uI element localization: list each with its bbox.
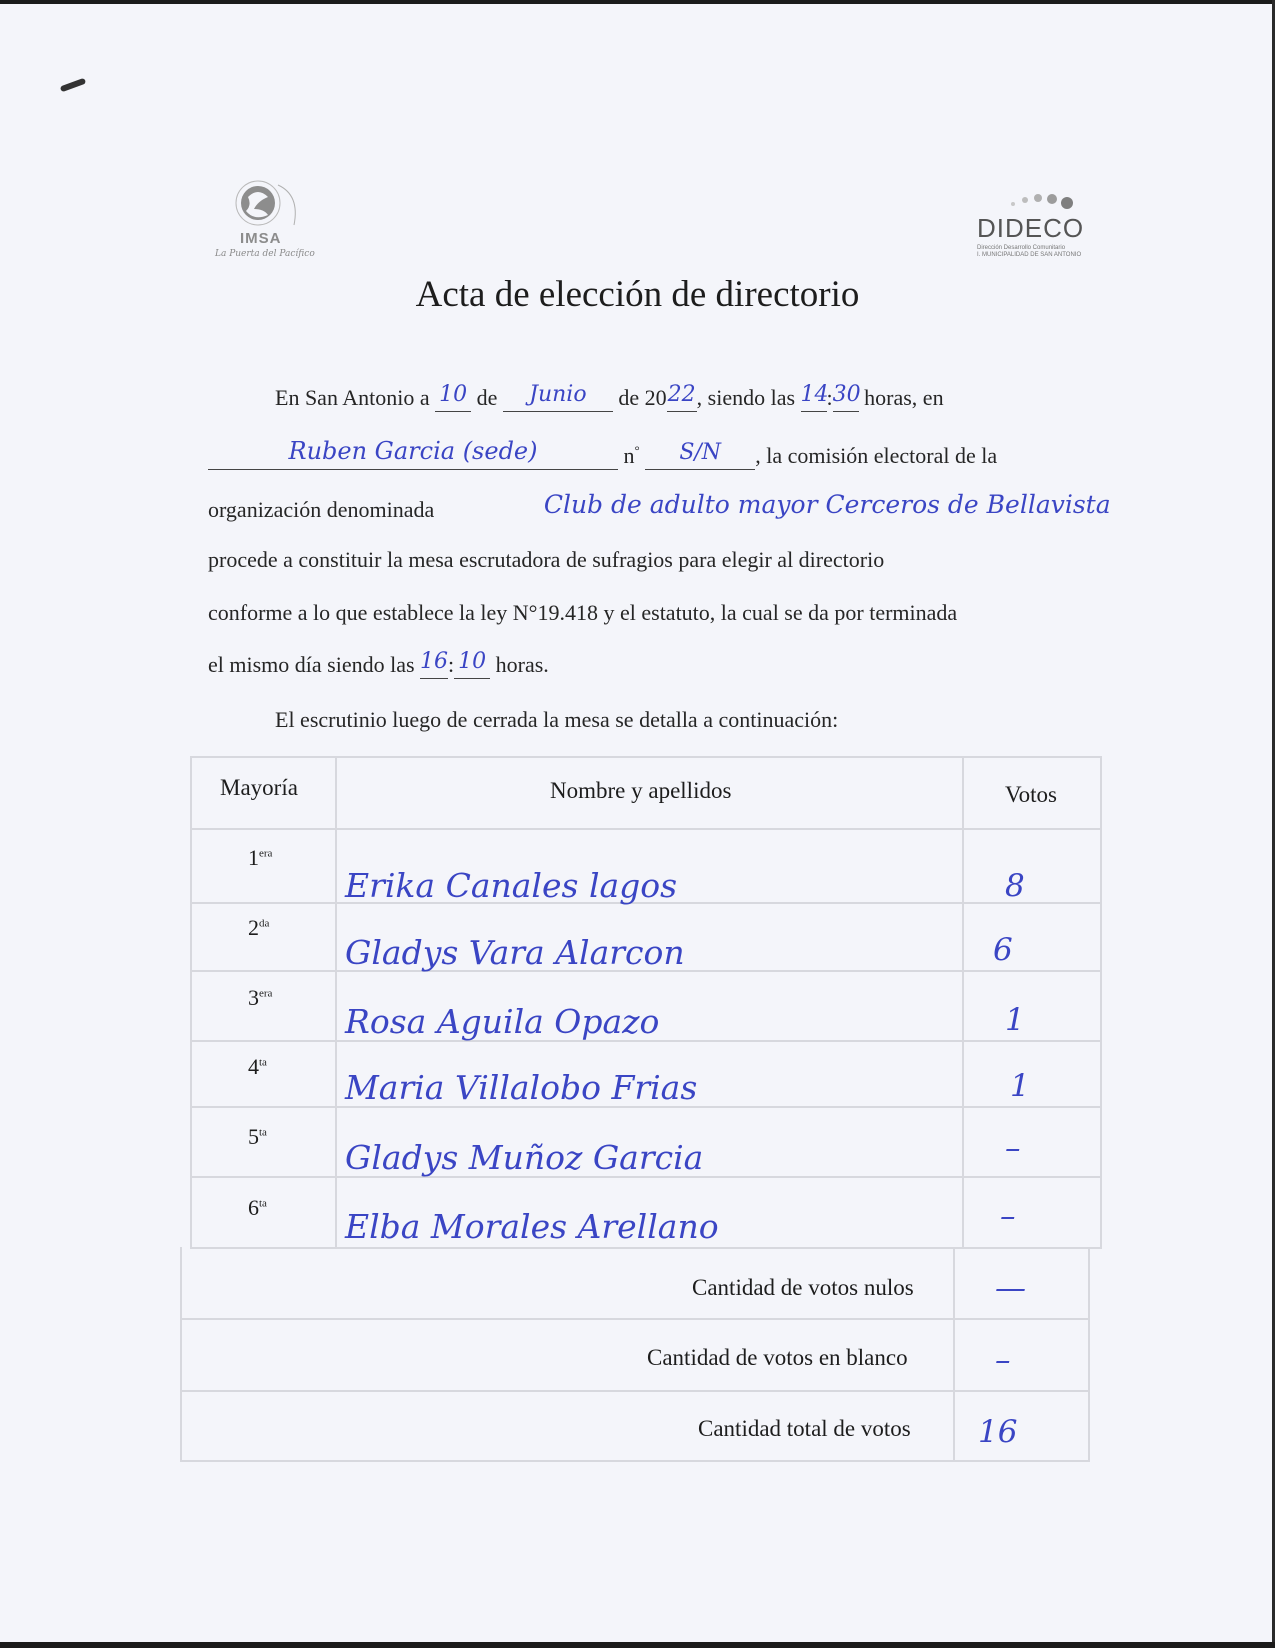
number-label: n: [623, 443, 635, 468]
end-hour-value: 16: [420, 649, 449, 674]
imsa-tagline: La Puerta del Pacífico: [215, 249, 315, 259]
end-minute-value: 10: [458, 649, 487, 674]
organization-value: Club de adulto mayor Cerceros de Bellavista: [543, 490, 1111, 519]
intro-line-1: En San Antonio a 10 de Junio de 2022, siendo las 14:30 horas, en: [275, 382, 944, 410]
year-value: 22: [667, 382, 696, 407]
candidate-votes: 6: [993, 932, 1013, 968]
candidate-votes: 1: [1005, 1002, 1025, 1038]
intro-text: , siendo las: [696, 385, 796, 410]
month-field: [503, 382, 613, 412]
place-value: Ruben Garcia (sede): [288, 437, 538, 465]
table-border: [962, 756, 964, 1248]
total-votes-value: 16: [978, 1414, 1018, 1450]
table-border: [953, 1247, 955, 1462]
start-minute-field: [832, 382, 861, 412]
null-votes-value: —: [995, 1270, 1026, 1306]
dideco-logo-text: DIDECO: [977, 213, 1085, 243]
scan-edge-bottom: [0, 1642, 1275, 1648]
intro-text: organización denominada: [208, 497, 435, 522]
month-value: Junio: [529, 382, 587, 407]
blank-votes-label: Cantidad de votos en blanco: [647, 1345, 908, 1370]
end-minute-field: [454, 649, 490, 679]
blank-votes-value: –: [995, 1342, 1011, 1378]
rank-label: $1^{era}$: [248, 845, 273, 870]
number-value: S/N: [679, 440, 722, 465]
intro-text: el mismo día siendo las: [208, 652, 415, 677]
rank-label: $4^{ta}$: [248, 1054, 267, 1079]
dideco-dots-icon: [1005, 190, 1085, 212]
dideco-logo: [975, 190, 1095, 270]
total-votes-label: Cantidad total de votos: [698, 1416, 911, 1441]
table-border: [190, 1247, 1102, 1249]
table-border: [1088, 1247, 1090, 1462]
intro-text: de 20: [618, 385, 667, 410]
year-field: [667, 382, 697, 412]
candidate-votes: 1: [1010, 1068, 1030, 1104]
intro-line-4: procede a constituir la mesa escrutadora de sufragios para elegir al directorio: [208, 547, 885, 572]
end-hour-field: [420, 649, 449, 679]
start-hour-field: [800, 382, 829, 412]
intro-text: En San Antonio a: [275, 385, 430, 410]
candidate-name: Maria Villalobo Frias: [345, 1068, 698, 1107]
imsa-emblem-icon: [210, 175, 325, 235]
dideco-subline-1: Dirección Desarrollo Comunitario: [977, 245, 1066, 251]
scan-edge-top: [0, 0, 1275, 4]
rank-label: $5^{ta}$: [248, 1124, 267, 1149]
candidate-name: Rosa Aguila Opazo: [345, 1002, 660, 1041]
intro-text: de: [476, 385, 498, 410]
candidate-votes: 8: [1005, 868, 1025, 904]
candidate-name: Gladys Muñoz Garcia: [345, 1138, 704, 1177]
intro-line-3: [208, 490, 1215, 523]
imsa-logo: [210, 175, 325, 267]
rank-label: $3^{era}$: [248, 985, 273, 1010]
null-votes-label: Cantidad de votos nulos: [692, 1275, 914, 1300]
table-border: [1100, 756, 1102, 1248]
place-field: [208, 437, 618, 470]
intro-text: , la comisión electoral de la: [755, 443, 998, 468]
header-votes: Votos: [1005, 782, 1057, 807]
intro-text: horas.: [495, 652, 549, 677]
table-border: [335, 756, 337, 1248]
rank-label: $2^{da}$: [248, 915, 270, 940]
intro-text: horas, en: [864, 385, 944, 410]
page-title: Acta de elección de directorio: [415, 274, 860, 315]
day-value: 10: [439, 382, 468, 407]
number-field: [645, 440, 755, 470]
candidate-votes: –: [1005, 1130, 1021, 1166]
candidate-name: Erika Canales lagos: [345, 866, 678, 905]
candidate-name: Elba Morales Arellano: [345, 1207, 719, 1246]
dideco-subline-2: I. MUNICIPALIDAD DE SAN ANTONIO: [977, 252, 1082, 258]
table-border: [190, 756, 1102, 758]
scan-speck: [60, 78, 86, 93]
table-border: [190, 828, 1102, 830]
start-minute-value: 30: [832, 382, 861, 407]
start-hour-value: 14: [800, 382, 829, 407]
header-name: Nombre y apellidos: [550, 778, 732, 803]
intro-line-6: el mismo día siendo las 16: 10 horas.: [208, 649, 549, 677]
intro-line-7: El escrutinio luego de cerrada la mesa se detalla a continuación:: [275, 707, 839, 732]
organization-field: [440, 490, 1215, 523]
intro-line-5: conforme a lo que establece la ley N°19.418 y el estatuto, la cual se da por terminada: [208, 600, 958, 625]
header-rank: Mayoría: [220, 775, 298, 800]
day-field: [435, 382, 471, 412]
imsa-logo-text: IMSA: [240, 230, 282, 247]
candidate-votes: –: [1000, 1198, 1016, 1234]
table-border: [190, 756, 192, 1248]
table-border: [180, 1247, 182, 1462]
rank-label: $6^{ta}$: [248, 1195, 267, 1220]
intro-line-2: Ruben Garcia (sede) n° S/N , la comisión electoral de la: [208, 441, 997, 470]
candidate-name: Gladys Vara Alarcon: [345, 933, 685, 972]
